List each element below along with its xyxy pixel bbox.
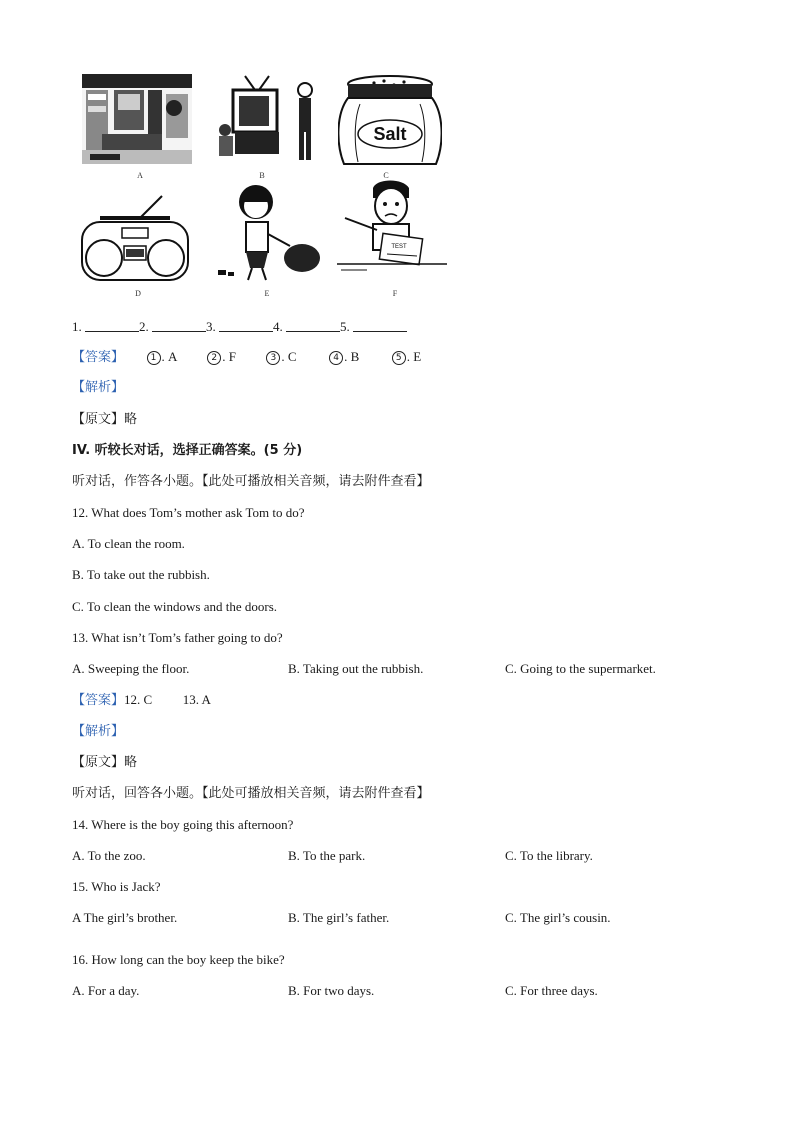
answer-blank[interactable]: [286, 320, 340, 332]
question-12: 12. What does Tom’s mother ask Tom to do?: [72, 505, 305, 520]
option-12-a[interactable]: A. To clean the room.: [72, 536, 185, 551]
salt-label: Salt: [373, 124, 407, 144]
option-13-c[interactable]: C. Going to the supermarket.: [505, 661, 656, 676]
blank-num: 5.: [340, 319, 350, 334]
answer-row-1: [72, 349, 421, 366]
shop-scene-icon: [82, 74, 192, 164]
listen-instruction: 听对话，作答各小题。【此处可播放相关音频，请去附件查看】: [72, 474, 430, 489]
answer-blank[interactable]: [85, 320, 139, 332]
question-16: 16. How long can the boy keep the bike?: [72, 952, 285, 967]
option-14-a[interactable]: A. To the zoo.: [72, 848, 146, 863]
picture-e: [214, 184, 324, 284]
answer-blank[interactable]: [353, 320, 407, 332]
question-13: 13. What isn’t Tom’s father going to do?: [72, 630, 283, 645]
question-14: 14. Where is the boy going this afternoon?: [72, 817, 294, 832]
picture-label-f: F: [392, 289, 398, 298]
option-14-b[interactable]: B. To the park.: [288, 848, 366, 863]
salt-shaker-icon: [338, 74, 442, 166]
picture-label-b: B: [259, 171, 265, 180]
option-13-b[interactable]: B. Taking out the rubbish.: [288, 661, 424, 676]
picture-label-c: C: [383, 171, 389, 180]
test-label: TEST: [391, 244, 407, 250]
answer-row-2: 【答案】12. C 13. A: [72, 692, 211, 708]
blank-num: 2.: [139, 319, 149, 334]
option-12-c[interactable]: C. To clean the windows and the doors.: [72, 599, 278, 614]
listen-instruction: 听对话，回答各小题。【此处可播放相关音频，请去附件查看】: [72, 786, 430, 801]
option-14-c[interactable]: C. To the library.: [505, 848, 593, 863]
blank-num: 3.: [206, 319, 216, 334]
option-16-a[interactable]: A. For a day.: [72, 983, 140, 998]
girl-dropping-bag-icon: [214, 184, 324, 284]
boy-test-icon: [337, 178, 447, 278]
option-15-b[interactable]: B. The girl’s father.: [288, 910, 390, 925]
answer-item: 3 . C: [266, 349, 296, 364]
answer-item: 5 . E: [392, 349, 421, 364]
section-title: IV. 听较长对话，选择正确答案。(5 分): [72, 443, 303, 458]
analysis-tag: 【解析】: [72, 724, 125, 739]
option-16-c[interactable]: C. For three days.: [505, 983, 598, 998]
option-15-a[interactable]: A The girl’s brother.: [72, 910, 178, 925]
picture-d: [80, 194, 190, 284]
picture-a: [82, 74, 192, 164]
blank-num: 1.: [72, 319, 82, 334]
answer-blanks-row: [72, 319, 407, 335]
original-text-row: 【原文】略: [72, 412, 138, 427]
picture-c: [338, 74, 442, 166]
option-13-a[interactable]: A. Sweeping the floor.: [72, 661, 190, 676]
analysis-tag: 【解析】: [72, 380, 125, 395]
original-text-row: 【原文】略: [72, 755, 138, 770]
picture-label-e: E: [264, 289, 270, 298]
picture-label-d: D: [135, 289, 141, 298]
question-15: 15. Who is Jack?: [72, 879, 161, 894]
blank-num: 4.: [273, 319, 283, 334]
answer-item: 1 . A: [147, 349, 177, 364]
option-12-b[interactable]: B. To take out the rubbish.: [72, 567, 210, 582]
option-16-b[interactable]: B. For two days.: [288, 983, 375, 998]
answer-item: 2 . F: [207, 349, 236, 364]
answer-blank[interactable]: [219, 320, 273, 332]
option-15-c[interactable]: C. The girl’s cousin.: [505, 910, 611, 925]
tv-kids-icon: [213, 74, 323, 164]
picture-b: [213, 74, 323, 164]
answer-blank[interactable]: [152, 320, 206, 332]
picture-f: [337, 178, 447, 278]
radio-icon: [80, 194, 190, 284]
answer-tag: 【答案】: [72, 350, 125, 365]
picture-label-a: A: [137, 171, 143, 180]
answer-item: 4 . B: [329, 349, 359, 364]
